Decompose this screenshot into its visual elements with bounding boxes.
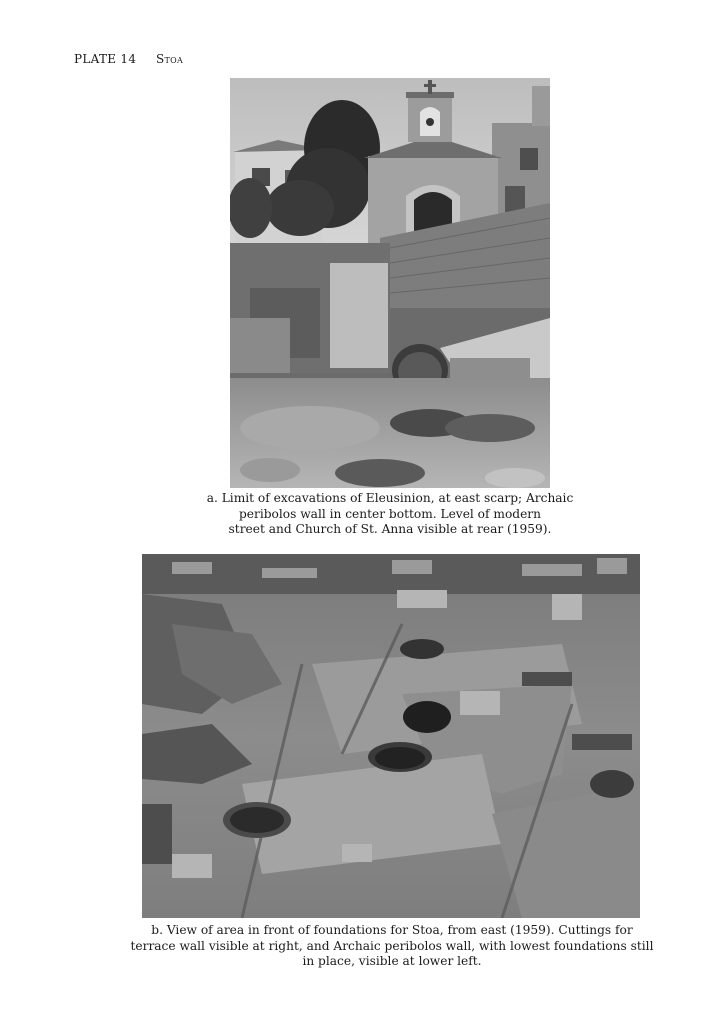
caption-line: a. Limit of excavations of Eleusinion, at east scarp; Archaic xyxy=(206,491,574,505)
photo-b-drawing xyxy=(142,554,640,918)
caption-line: in place, visible at lower left. xyxy=(302,954,482,968)
plate-number: PLATE 14 xyxy=(74,52,137,66)
page-header xyxy=(74,52,183,66)
figure-a-caption xyxy=(180,491,600,538)
figure-b-caption xyxy=(112,923,672,970)
photo-excavation-scarp-church xyxy=(230,78,550,488)
caption-line: b. View of area in front of foundations for Stoa, from east (1959). Cuttings for xyxy=(151,923,633,937)
caption-line: street and Church of St. Anna visible at rear (1959). xyxy=(228,522,552,536)
caption-line: terrace wall visible at right, and Archaic peribolos wall, with lowest foundations still xyxy=(130,938,654,953)
photo-a-drawing xyxy=(230,78,550,488)
caption-line: peribolos wall in center bottom. Level of modern xyxy=(239,506,541,521)
photo-stoa-foundations-area xyxy=(142,554,640,918)
section-title: Stoa xyxy=(156,52,184,66)
